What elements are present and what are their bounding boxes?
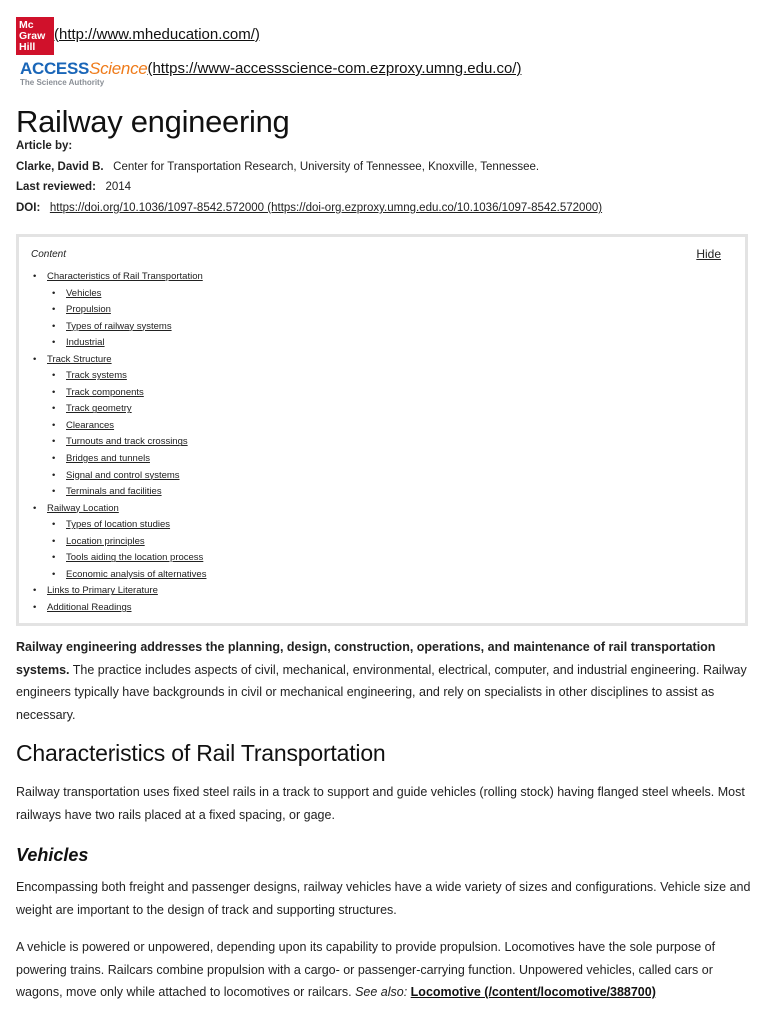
- toc-item: [33, 517, 206, 534]
- bullet-icon: •: [52, 519, 56, 531]
- bullet-icon: •: [52, 469, 56, 481]
- section-paragraph: Railway transportation uses fixed steel rails in a track to support and guide vehicles (rolling stock) having flanged steel wheels. Most railways have two rails placed at a fixed spacing, or gage.: [16, 785, 745, 822]
- toc-item: [33, 434, 206, 451]
- toc-item: [33, 269, 206, 286]
- toc-item: [33, 600, 206, 617]
- bullet-icon: •: [52, 552, 56, 564]
- toc-item: [33, 583, 206, 600]
- byline-label: Article by:: [16, 140, 73, 152]
- access-science-logo-science: Science: [89, 59, 148, 78]
- accessscience-link[interactable]: (https://www-accessscience-com.ezproxy.umng.edu.co/): [147, 60, 522, 77]
- bullet-icon: •: [52, 320, 56, 332]
- toc-link[interactable]: Track geometry: [66, 403, 132, 415]
- intro-paragraph: [16, 636, 754, 726]
- bullet-icon: •: [52, 535, 56, 547]
- bullet-icon: •: [33, 271, 37, 282]
- mgh-logo-line: Mc: [19, 19, 34, 31]
- toc-hide-link[interactable]: Hide: [696, 247, 721, 261]
- intro-text: The practice includes aspects of civil, mechanical, environmental, electrical, computer, and industrial engineering. Railway engineers typically have backgrounds in civil or mechanical engineering, and rely on specialists in other disciplines to assist as necessary.: [16, 662, 747, 722]
- bullet-icon: •: [52, 403, 56, 415]
- article-author-line: [16, 161, 539, 173]
- toc-item: [33, 468, 206, 485]
- toc-item: [33, 567, 206, 584]
- intro-lead: Railway engineering addresses the planning, design, construction, operations, and maintenance of rail transportation systems.: [16, 640, 716, 677]
- toc-item: [33, 302, 206, 319]
- author-name: Clarke, David B.: [16, 161, 104, 173]
- bullet-icon: •: [52, 436, 56, 448]
- toc-item: [33, 484, 206, 501]
- see-also-label: See also:: [355, 985, 408, 999]
- toc-link[interactable]: Bridges and tunnels: [66, 453, 150, 465]
- toc-link[interactable]: Railway Location: [47, 502, 119, 514]
- table-of-contents: [16, 234, 748, 626]
- bullet-icon: •: [33, 353, 37, 365]
- toc-link[interactable]: Industrial: [66, 337, 105, 349]
- toc-link[interactable]: Tools aiding the location process: [66, 552, 204, 564]
- bullet-icon: •: [33, 502, 37, 514]
- toc-link[interactable]: Track components: [66, 386, 144, 398]
- toc-link[interactable]: Economic analysis of alternatives: [66, 568, 207, 580]
- access-science-logo[interactable]: [20, 60, 147, 87]
- toc-link[interactable]: Links to Primary Literature: [47, 585, 158, 597]
- article-doi-line: [16, 202, 602, 214]
- mcgraw-hill-logo[interactable]: [16, 17, 54, 55]
- toc-item: [33, 352, 206, 369]
- toc-item: [33, 534, 206, 551]
- bullet-icon: •: [52, 486, 56, 498]
- mgh-logo-row: [16, 17, 260, 55]
- doi-label: DOI:: [16, 202, 41, 214]
- mheducation-link[interactable]: (http://www.mheducation.com/): [54, 25, 260, 43]
- toc-item: [33, 401, 206, 418]
- toc-link[interactable]: Track systems: [66, 370, 127, 382]
- reviewed-value: 2014: [105, 181, 132, 193]
- toc-link[interactable]: Terminals and facilities: [66, 486, 162, 498]
- bullet-icon: •: [52, 453, 56, 465]
- doi-link[interactable]: https://doi.org/10.1036/1097-8542.572000 (https://doi-org.ezproxy.umng.edu.co/10.1036/1097-8542.572000): [49, 202, 603, 214]
- bullet-icon: •: [52, 370, 56, 382]
- toc-link[interactable]: Additional Readings: [47, 601, 132, 613]
- subsection-heading: Vehicles: [16, 845, 89, 865]
- vehicles-paragraph-2-text: A vehicle is powered or unpowered, depending upon its capability to provide propulsion. Locomotives have the sole purpose of powering trains. Railcars combine propulsion with a cargo- or passenger-carrying function. Unpowered vehicles, called cars or wagons, move only while attached to locomotives or railcars.: [16, 940, 716, 999]
- reviewed-label: Last reviewed:: [16, 181, 96, 193]
- access-science-logo-access: ACCESS: [20, 59, 90, 78]
- article-byline-label: [16, 140, 72, 152]
- locomotive-link[interactable]: Locomotive (/content/locomotive/388700): [410, 985, 656, 999]
- bullet-icon: •: [52, 337, 56, 349]
- toc-link[interactable]: Propulsion: [66, 304, 111, 316]
- toc-title: Content: [31, 249, 67, 260]
- bullet-icon: •: [33, 601, 37, 613]
- toc-link[interactable]: Vehicles: [66, 287, 102, 299]
- toc-item: [33, 385, 206, 402]
- section-heading: Characteristics of Rail Transportation: [16, 740, 386, 766]
- toc-item: [33, 335, 206, 352]
- bullet-icon: •: [52, 568, 56, 580]
- toc-link[interactable]: Location principles: [66, 535, 145, 547]
- toc-link[interactable]: Clearances: [66, 419, 115, 431]
- toc-link[interactable]: Track Structure: [47, 353, 112, 365]
- vehicles-paragraph-1: Encompassing both freight and passenger designs, railway vehicles have a wide variety of sizes and configurations. Vehicle size and weight are important to the design of track and supporting structures.: [16, 880, 751, 917]
- access-science-row: [20, 60, 521, 87]
- mgh-logo-line: Hill: [19, 41, 36, 53]
- toc-link[interactable]: Types of railway systems: [66, 320, 172, 332]
- toc-item: [33, 418, 206, 435]
- bullet-icon: •: [52, 304, 56, 316]
- bullet-icon: •: [33, 585, 37, 597]
- access-science-tagline: The Science Authority: [20, 78, 105, 87]
- toc-link[interactable]: Types of location studies: [66, 519, 171, 531]
- toc-item: [33, 319, 206, 336]
- toc-item: [33, 451, 206, 468]
- toc-item: [33, 501, 206, 518]
- toc-link[interactable]: Turnouts and track crossings: [66, 436, 188, 448]
- toc-item: [33, 286, 206, 303]
- toc-item: [33, 368, 206, 385]
- toc-link[interactable]: Characteristics of Rail Transportation: [47, 271, 203, 282]
- bullet-icon: •: [52, 287, 56, 299]
- article-title: Railway engineering: [16, 104, 290, 139]
- vehicles-paragraph-2: [16, 936, 754, 1004]
- mgh-logo-line: Graw: [19, 30, 46, 42]
- article-reviewed-line: [16, 181, 131, 193]
- toc-list: [33, 269, 206, 616]
- bullet-icon: •: [52, 386, 56, 398]
- author-affiliation: Center for Transportation Research, University of Tennessee, Knoxville, Tennessee.: [113, 161, 540, 173]
- bullet-icon: •: [52, 419, 56, 431]
- toc-item: [33, 550, 206, 567]
- toc-link[interactable]: Signal and control systems: [66, 469, 180, 481]
